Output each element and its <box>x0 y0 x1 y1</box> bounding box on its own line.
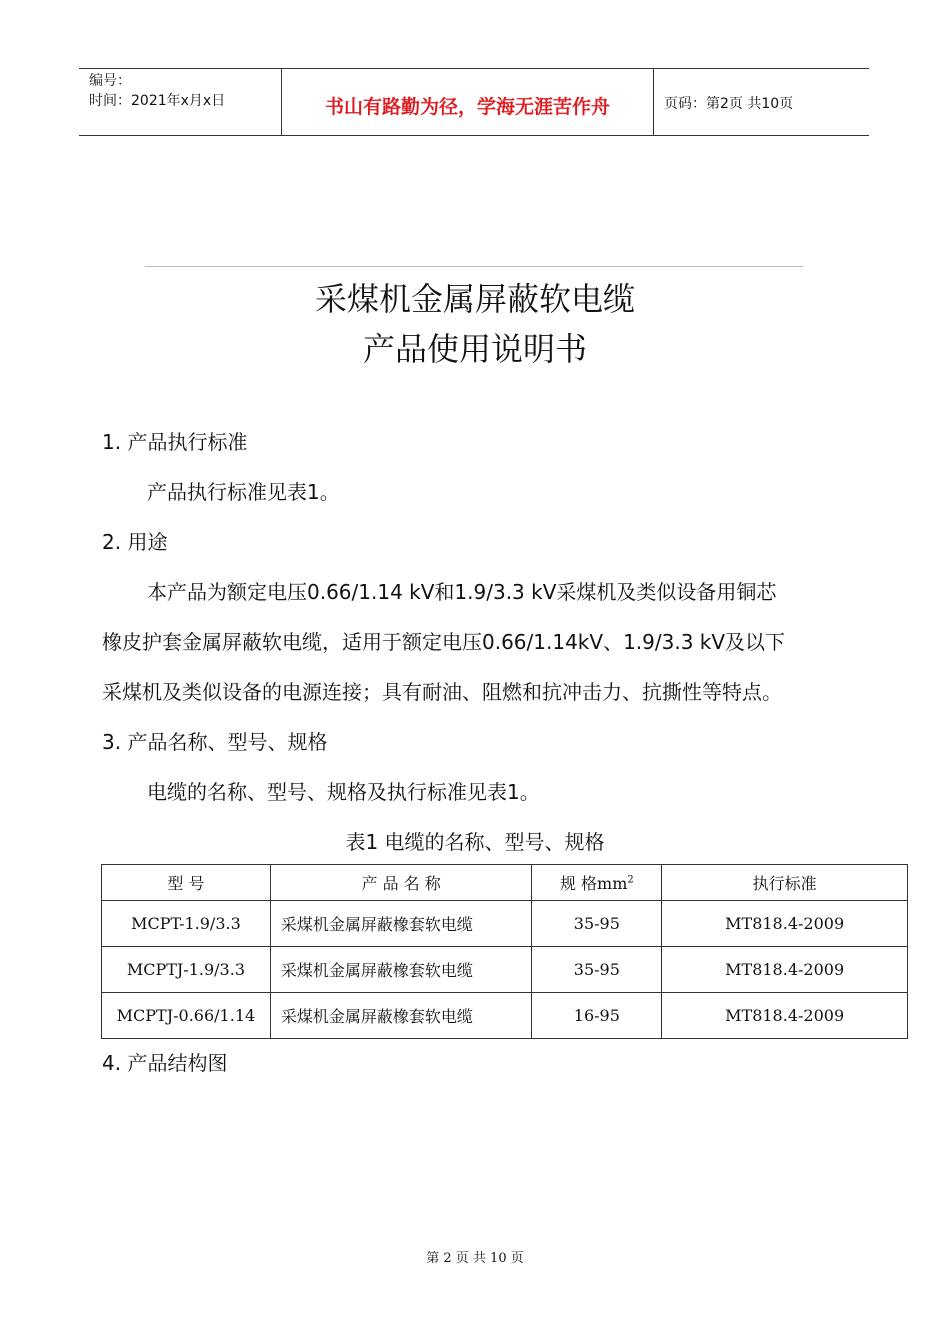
cell-standard: MT818.4-2009 <box>662 947 908 993</box>
col-header-standard: 执行标准 <box>662 865 908 901</box>
col-header-name: 产 品 名 称 <box>270 865 532 901</box>
cell-spec: 16-95 <box>532 993 662 1039</box>
document-title-line1: 采煤机金属屏蔽软电缆 <box>314 280 635 318</box>
doc-time-label: 时间：2021年x月x日 <box>89 93 226 109</box>
section1-text: 产品执行标准见表1。 <box>147 480 340 504</box>
cell-model: MCPT-1.9/3.3 <box>102 901 271 947</box>
page-header <box>79 68 869 136</box>
table-row <box>102 947 908 993</box>
cell-name: 采煤机金属屏蔽橡套软电缆 <box>270 901 532 947</box>
doc-number-label: 编号： <box>89 73 131 89</box>
spec-table <box>101 864 908 1039</box>
header-page-info: 页码：第2页 共10页 <box>664 96 794 112</box>
cell-name: 采煤机金属屏蔽橡套软电缆 <box>270 993 532 1039</box>
section2-line2: 橡皮护套金属屏蔽软电缆，适用于额定电压0.66/1.14kV、1.9/3.3 kV及以下 <box>102 630 786 654</box>
header-left <box>79 69 281 135</box>
table-row <box>102 901 908 947</box>
header-motto: 书山有路勤为径，学海无涯苦作舟 <box>281 69 654 135</box>
cell-model: MCPTJ-1.9/3.3 <box>102 947 271 993</box>
cell-name: 采煤机金属屏蔽橡套软电缆 <box>270 947 532 993</box>
page-footer: 第 2 页 共 10 页 <box>426 1251 524 1266</box>
document-title-line2: 产品使用说明书 <box>362 330 587 368</box>
table-header-row <box>102 865 908 901</box>
col-header-model: 型 号 <box>102 865 271 901</box>
section3-text: 电缆的名称、型号、规格及执行标准见表1。 <box>147 780 540 804</box>
section2-line3: 采煤机及类似设备的电源连接；具有耐油、阻燃和抗冲击力、抗撕性等特点。 <box>102 680 782 704</box>
cell-standard: MT818.4-2009 <box>662 993 908 1039</box>
section2-line1: 本产品为额定电压0.66/1.14 kV和1.9/3.3 kV采煤机及类似设备用铜芯 <box>147 580 777 604</box>
section2-heading: 2. 用途 <box>102 530 168 554</box>
table-row <box>102 993 908 1039</box>
cell-spec: 35-95 <box>532 901 662 947</box>
section1-heading: 1. 产品执行标准 <box>102 430 248 454</box>
table-caption: 表1 电缆的名称、型号、规格 <box>345 830 605 854</box>
section3-heading: 3. 产品名称、型号、规格 <box>102 730 328 754</box>
cell-spec: 35-95 <box>532 947 662 993</box>
cell-model: MCPTJ-0.66/1.14 <box>102 993 271 1039</box>
title-divider <box>145 266 803 267</box>
col-header-spec: 规 格$mm^2$ <box>532 865 662 901</box>
section4-heading: 4. 产品结构图 <box>102 1051 228 1075</box>
cell-standard: MT818.4-2009 <box>662 901 908 947</box>
